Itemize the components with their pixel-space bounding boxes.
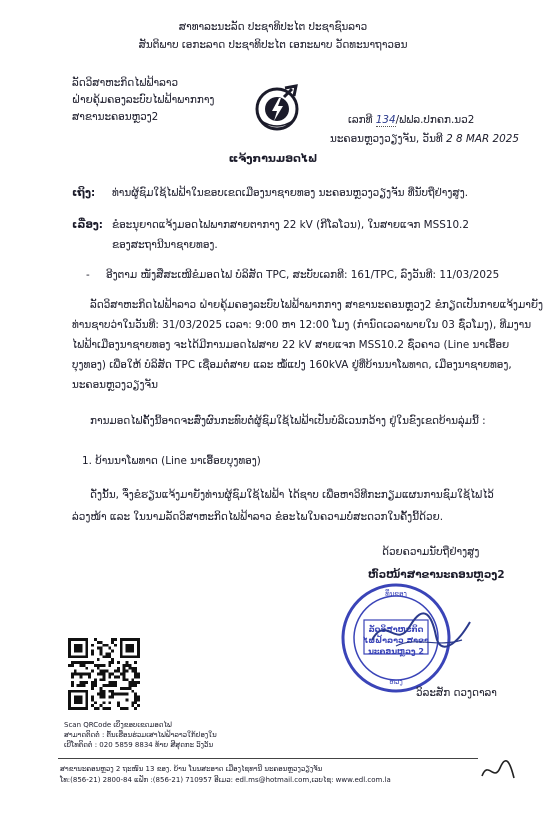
body-para2: ການມອດໄຟຄັ້ງນີ້ອາດຈະສົ່ງຜົນກະທົບຕໍ່ຜູ້ຊົມໃຊ້ໄຟຟ້າເປັນບໍລິເວນກວ້າງ ຢູ່ໃນຂົງເຂດບ້ານລຸ່ມນີ້ : [90, 415, 486, 427]
to-label: ເຖິງ: [72, 187, 96, 199]
national-title: ສາທາລະນະລັດ ປະຊາທິປະໄຕ ປະຊາຊົນລາວ [178, 21, 368, 33]
subject-label: ເລື່ອງ: [72, 219, 103, 231]
signature-icon [366, 606, 476, 656]
subject-line-2: ຂອງສະຖານີນາຊາຍທອງ. [112, 239, 218, 251]
body-para1-line2: ທ່ານຊາບວ່າໃນວັນທີ: 31/03/2025 ເວລາ: 9:00 ຫາ 12:00 ໂມງ (ກຳນົດເວລາພາຍໃນ 03 ຊົ່ວໂມງ), ທີມງານ [72, 319, 532, 331]
subject-line-1: ຂໍອະນຸຍາດແຈ້ງມອດໄຟພາກສາຍຕາກາງ 22 kV (ກີໂລໂວນ), ໃນສາຍແຈກ MSS10.2 [112, 219, 469, 231]
signatory-name: ວິລະສັກ ດວງດາລາ [416, 687, 497, 699]
qr-caption-3: ເບີໂທຕິດຕໍ່ : 020 5859 8834 ທ້າຍ ສີສຸດກະ ວົງວັນ [64, 741, 214, 749]
qr-caption [64, 720, 217, 750]
reference-bullet: - [86, 269, 90, 281]
body-para3-line2: ລ່ວງໜ້າ ແລະ ໃນນາມລັດວິສາຫະກິດໄຟຟ້າລາວ ຂໍອະໄພໃນຄວາມບໍ່ສະດວກໃນຄັ້ງນີ້ດ້ວຍ. [72, 511, 444, 523]
body-para1-line4: ບຸງທອງ) ເພື່ອໃຫ້ ບໍລິສັດ TPC ເຊື່ອມຕໍ່ສາຍ ແລະ ໝໍ້ແປງ 160kVA ຢູ່ທີ່ບ້ານນາໂພທາດ, ເມືອງນາຊາຍທອງ, [72, 359, 512, 371]
qr-code-icon[interactable] [68, 638, 140, 710]
closing-text: ດ້ວຍຄວາມນັບຖືຢ່າງສູງ [382, 546, 480, 558]
document-title: ແຈ້ງການມອດໄຟ [228, 152, 318, 165]
org-department: ຝ່າຍຄຸ້ມຄອງລະບົບໄຟຟ້າພາກກາງ [72, 94, 215, 106]
footer-contacts: ໂທ:(856-21) 2800-84 ແຟັກ :(856-21) 710957 ອີເມວ: edl.ms@hotmail.com,ເວບໄຊ: www.edl.com.la [60, 776, 391, 784]
body-para3-line1: ດັ່ງນັ້ນ, ຈຶ່ງຂໍຮຽນແຈ້ງມາຍັງທ່ານຜູ້ຊົມໃຊ້ໄຟຟ້າ ໄດ້ຊາບ ເພື່ອຫາວິທີກະກຽມແຜນການຊົມໃຊ້ໄຟໄວ້ [90, 489, 494, 501]
to-text: ທ່ານຜູ້ຊົມໃຊ້ໄຟຟ້າໃນຂອບເຂດເມືອງນາຊາຍທອງ ນະຄອນຫຼວງວຽງຈັນ ທີ່ນັບຖືຢ່າງສູງ. [112, 187, 469, 199]
footer [60, 764, 391, 786]
stamp-arc-top: ທຶນຂອງ [385, 590, 407, 598]
date-stamp: 2 8 MAR 2025 [446, 133, 519, 145]
body-para1-line3: ໄຟຟ້າເມືອງນາຊາຍທອງ ຈະໄດ້ມີການມອດໄຟສາຍ 22 kV ສາຍແຈກ MSS10.2 ຊົ່ວຄາວ (Line ນາເອື້ອຍ [72, 339, 510, 351]
footer-divider [58, 758, 478, 759]
body-para1-line5: ນະຄອນຫຼວງວຽງຈັນ [72, 379, 158, 391]
qr-caption-1: Scan QRCode ເບິ່ງຂອບເຂດມອດໄຟ [64, 721, 172, 729]
qr-caption-2: ສາມາດຕິດຕໍ່ : ຕົ້ນເຮືອນຮ່ວມເສາໄຟຟ້າລາວໃກ້ຢອງໃນ [64, 731, 217, 739]
footer-address: ສາຂານະຄອນຫຼວງ 2 ຖະໜົນ 13 ຂອງ. ບ້ານ ໂນນສະອາດ ເມືອງໄຊທານີ ນະຄອນຫຼວງວຽງຈັນ [60, 765, 323, 773]
list-item: 1. ບ້ານນາໂພທາດ (Line ນາເອື້ອຍບຸງທອງ) [82, 455, 261, 467]
signatory-title: ຫົວໜ້າສາຂານະຄອນຫຼວງ2 [368, 569, 505, 581]
stamp-line-1: ລັດວິສາຫະກິດ [368, 625, 424, 634]
national-motto: ສັນຕິພາບ ເອກະລາດ ປະຊາທິປະໄຕ ເອກະພາບ ວັດທະນາຖາວອນ [138, 39, 408, 51]
stamp-line-2: ໄຟຟ້າລາວ ສາຂາ [363, 636, 429, 645]
reference-number: ເລກທີ 134/ຟຟລ.ປກຄກ.ນວ2 [348, 114, 475, 126]
stamp-line-3: ນະຄອນຫຼວງ 2 [368, 647, 424, 656]
initials-icon [478, 756, 518, 786]
place-and-date: ນະຄອນຫຼວງວຽງຈັນ, ວັນທີ 2 8 MAR 2025 [330, 133, 519, 145]
stamp-arc-bottom: ຫວງ [389, 678, 403, 686]
reference-number-value: 134 [375, 114, 396, 126]
edl-logo-icon [252, 84, 302, 134]
reference-text: ອີງຕາມ ໜັງສືສະເໜີຂໍມອດໄຟ ບໍລິສັດ TPC, ສະບັບເລກທີ: 161/TPC, ລົງວັນທີ: 11/03/2025 [106, 269, 500, 281]
org-branch: ສາຂານະຄອນຫຼວງ2 [72, 111, 159, 123]
org-name: ລັດວິສາຫະກິດໄຟຟ້າລາວ [72, 77, 179, 89]
body-para1-line1: ລັດວິສາຫະກິດໄຟຟ້າລາວ ຝ່າຍຄຸ້ມຄອງລະບົບໄຟຟ້າພາກກາງ ສາຂານະຄອນຫຼວງ2 ຂໍກຽດເປັນກາຍແຈ້ງມາຍັງ [90, 299, 543, 311]
